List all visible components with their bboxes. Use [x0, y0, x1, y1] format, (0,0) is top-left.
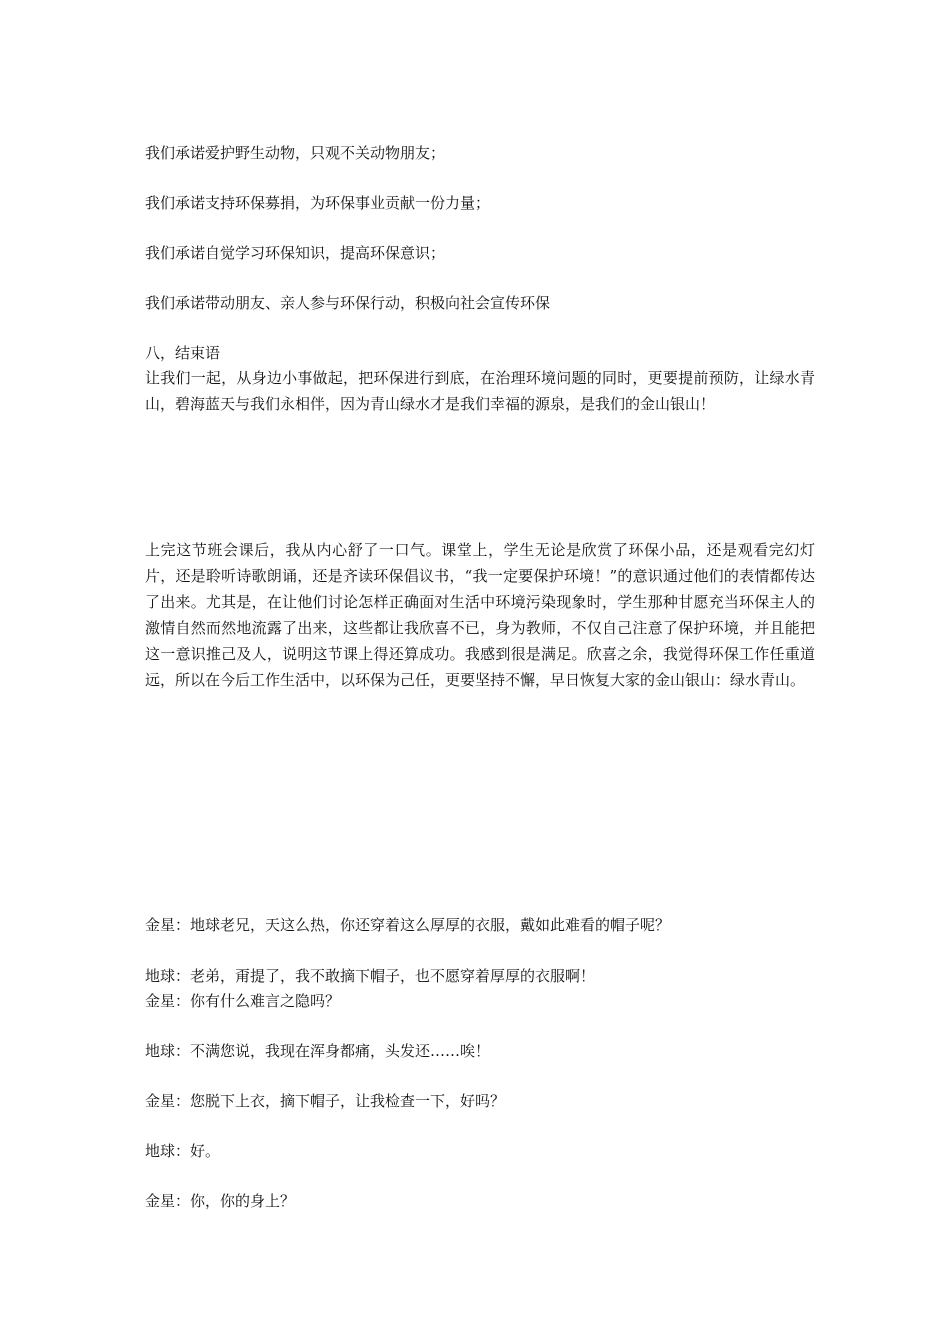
dialogue-line: 金星：你有什么难言之隐吗？	[145, 992, 341, 1010]
dialogue-line: 金星：地球老兄，天这么热，你还穿着这么厚厚的衣服，戴如此难看的帽子呢？	[145, 916, 671, 934]
dialogue-line: 地球：不满您说，我现在浑身都痛，头发还……唉！	[145, 1042, 491, 1060]
dialogue-line: 地球：好。	[145, 1142, 221, 1160]
closing-paragraph: 让我们一起，从身边小事做起，把环保进行到底，在治理环境问题的同时，更要提前预防，让绿水青山，碧海蓝天与我们永相伴，因为青山绿水才是我们幸福的源泉，是我们的金山银山！	[145, 369, 815, 413]
dialogue-line: 地球：老弟，甭提了，我不敢摘下帽子，也不愿穿着厚厚的衣服啊！	[145, 967, 596, 985]
reflection-paragraph: 上完这节班会课后，我从内心舒了一口气。课堂上，学生无论是欣赏了环保小品，还是观看完幻灯片，还是聆听诗歌朗诵，还是齐读环保倡议书，“我一定要保护环境！”的意识通过他们的表情都传达了出来。尤其是，在让他们讨论怎样正确面对生活中环境污染现象时，学生那种甘愿充当环保主人的激情自然而然地流露了出来，这些都让我欣喜不已，身为教师，不仅自己注意了保护环境，并且能把这一意识推己及人，说明这节课上得还算成功。我感到很是满足。欣喜之余，我觉得环保工作任重道远，所以在今后工作生活中，以环保为己任，更要坚持不懈，早日恢复大家的金山银山：绿水青山。	[145, 541, 815, 689]
closing-heading: 八，结束语	[145, 344, 221, 362]
pledge-line: 我们承诺支持环保募捐，为环保事业贡献一份力量；	[145, 194, 491, 212]
dialogue-line: 金星：您脱下上衣，摘下帽子，让我检查一下，好吗？	[145, 1092, 506, 1110]
pledge-line: 我们承诺爱护野生动物，只观不关动物朋友；	[145, 144, 446, 162]
pledge-line: 我们承诺带动朋友、亲人参与环保行动，积极向社会宣传环保	[145, 294, 551, 312]
dialogue-line: 金星：你，你的身上？	[145, 1192, 296, 1210]
pledge-line: 我们承诺自觉学习环保知识，提高环保意识；	[145, 244, 446, 262]
